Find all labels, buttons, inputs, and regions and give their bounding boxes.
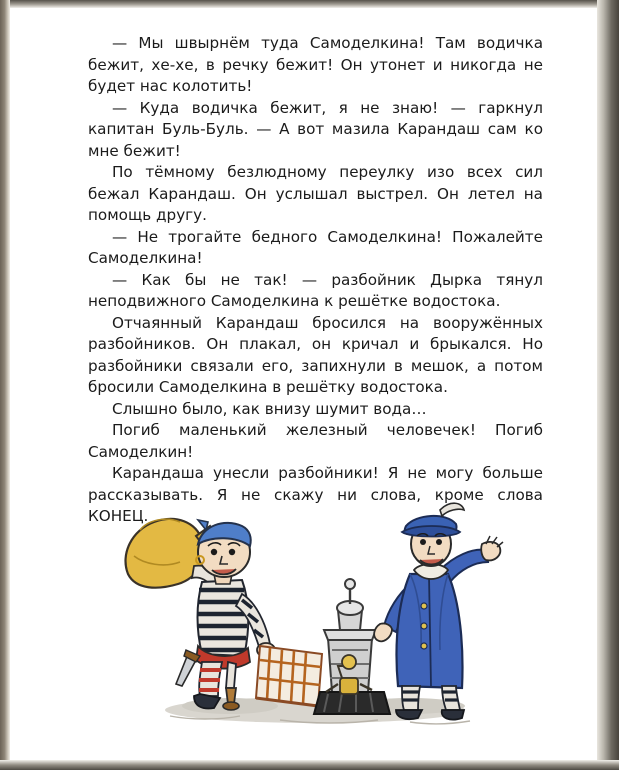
- page-text-column: [88, 33, 543, 528]
- paragraph-4: — Не трогайте бедного Самоделкина! Пожалейте Самоделкина!: [88, 227, 543, 267]
- page-edge-bottom: [0, 760, 619, 770]
- storm-drain-cage: [256, 646, 322, 706]
- paragraph-9: Карандаша унесли разбойники! Я не могу больше рассказывать. Я не скажу ни слова, кроме слова КОНЕЦ.: [88, 464, 543, 525]
- paragraph-2: — Куда водичка бежит, я не знаю! — гаркнул капитан Буль-Буль. — А вот мазила Карандаш сам ко мне бежит!: [88, 98, 543, 160]
- paragraph-7: Слышно было, как внизу шумит вода…: [112, 399, 427, 418]
- robber-in-blue-coat: [374, 503, 503, 719]
- paragraph-6: Отчаянный Карандаш бросился на вооружённых разбойников. Он плакал, он кричал и брыкался. Но разбойники связали его, запихнули в мешок, а потом бросили Самоделкина в решётку водостока.: [88, 313, 543, 396]
- paragraph-3: По тёмному безлюдному переулку изо всех сил бежал Карандаш. Он услышал выстрел. Он летел на помощь другу.: [88, 163, 543, 224]
- chapter-illustration: [110, 478, 510, 740]
- page-edge-top: [0, 0, 619, 8]
- pirate-with-sack: [126, 519, 275, 710]
- paragraph-8: Погиб маленький железный человечек! Погиб Самоделкин!: [88, 421, 543, 461]
- page-edge-right: [597, 0, 619, 770]
- paragraph-1: — Мы швырнём туда Самоделкина! Там водичка бежит, хе-хе, в речку бежит! Он утонет и никогда не будет нас колотить!: [88, 34, 543, 95]
- paragraph-5: — Как бы не так! — разбойник Дырка тянул неподвижного Самоделкина к решётке водостока.: [88, 270, 543, 310]
- page-edge-left: [0, 0, 10, 770]
